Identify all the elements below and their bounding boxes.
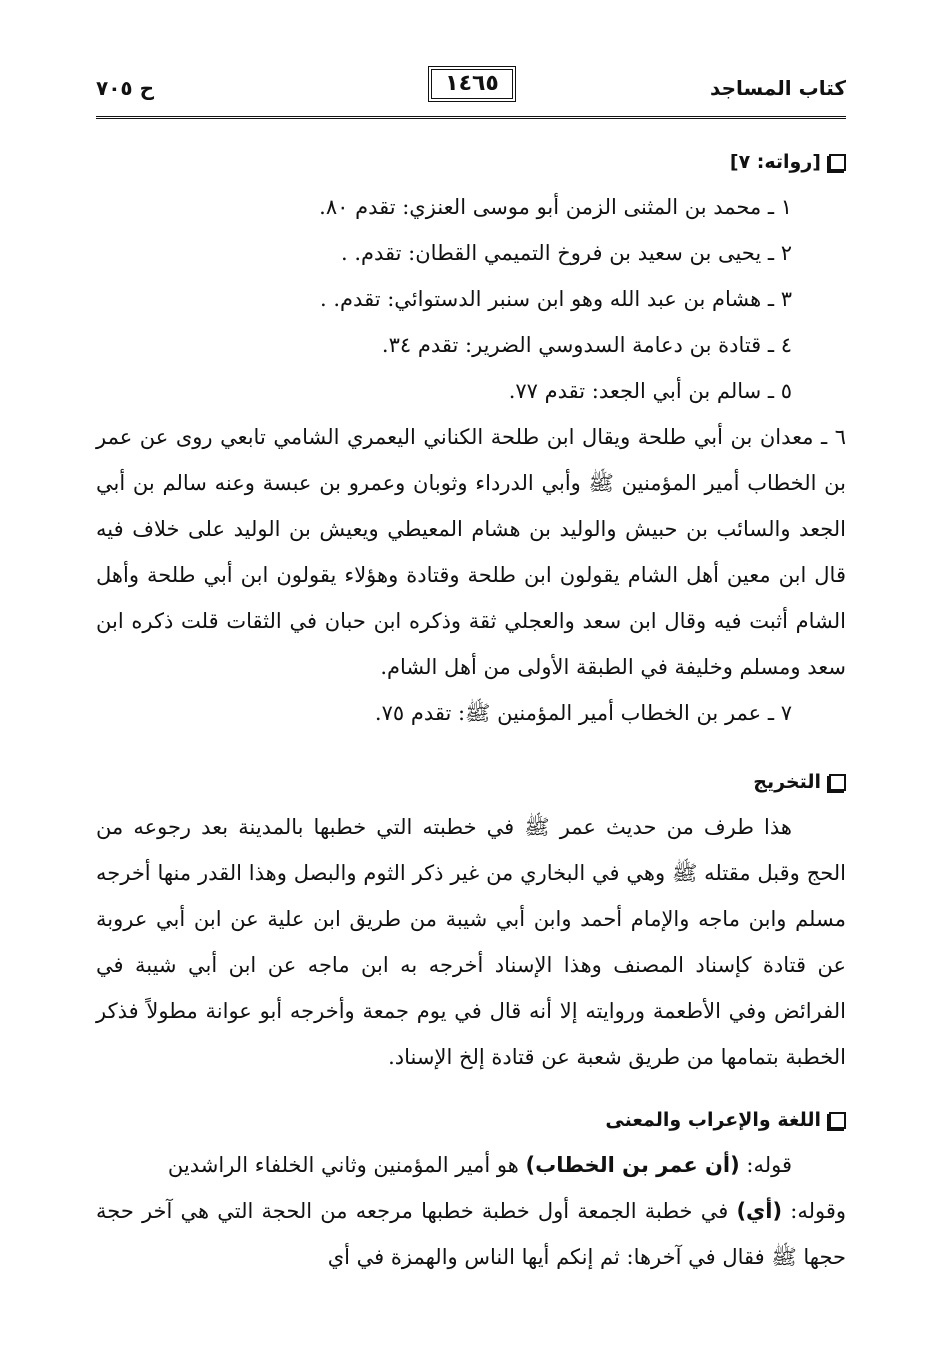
- narrator-item: ٤ ـ قتادة بن دعامة السدوسي الضرير: تقدم ٣٤.: [381, 333, 792, 357]
- takhrij-heading: [96, 760, 846, 804]
- checkbox-square-icon: [829, 774, 846, 791]
- narrator-item: ٣ ـ هشام بن عبد الله وهو ابن سنبر الدستوائي: تقدم. .: [320, 287, 792, 311]
- takhrij-paragraph: هذا طرف من حديث عمر ﷺ في خطبته التي خطبها بالمدينة بعد رجوعه من الحج وقبل مقتله ﷺ وهي في البخاري من غير ذكر الثوم والبصل وهذا القدر منها أخرجه مسلم وابن ماجه والإمام أحمد وابن أبي شيبة من طريق ابن علية عن ابن أبي عروبة عن قتادة كإسناد المصنف وهذا الإسناد أخرجه به ابن ماجه عن ابن أبي شيبة في الفرائض وفي الأطعمة وروايته إلا أنه قال في يوم جمعة وأخرجه أبو عوانة مطولاً فذكر الخطبة بتمامها من طريق شعبة عن قتادة إلخ الإسناد.: [96, 815, 846, 1069]
- narrators-title: [رواته: ٧]: [729, 151, 821, 173]
- language-line: [96, 1142, 846, 1188]
- narrator-item: ٢ ـ يحيى بن سعيد بن فروخ التميمي القطان: تقدم. .: [340, 241, 792, 265]
- page-header: [96, 62, 846, 116]
- quote-prefix: وقوله:: [782, 1199, 847, 1223]
- language-title: اللغة والإعراب والمعنى: [605, 1109, 821, 1131]
- page-content: [96, 140, 846, 1280]
- explanation-text: هو أمير المؤمنين وثاني الخلفاء الراشدين: [167, 1153, 526, 1177]
- language-line: [96, 1188, 846, 1280]
- explanation-text: في خطبة الجمعة أول خطبة خطبها مرجعه من الحجة التي هي آخر حجة حجها ﷺ فقال في آخرها: ثم إنكم أيها الناس والهمزة في أي: [96, 1199, 846, 1269]
- quote-prefix: قوله:: [739, 1153, 792, 1177]
- narrator-item-detailed: ٦ ـ معدان بن أبي طلحة ويقال ابن طلحة الكناني اليعمري الشامي تابعي روى عن عمر بن الخطاب أمير المؤمنين ﷺ وأبي الدرداء وثوبان وعمرو بن عبسة وعنه سالم بن أبي الجعد والسائب بن حبيش والوليد بن هشام المعيطي ويعيش بن الوليد على خلاف فيه قال ابن معين أهل الشام يقولون ابن طلحة وقتادة وهؤلاء يقولون ابن أبي طلحة وأهل الشام أثبت فيه وقال ابن سعد والعجلي ثقة وذكره ابن حبان في الثقات قلت ذكره ابن سعد ومسلم وخليفة في الطبقة الأولى من أهل الشام.: [96, 425, 846, 679]
- narrator-item: ١ ـ محمد بن المثنى الزمن أبو موسى العنزي: تقدم ٨٠.: [319, 195, 792, 219]
- language-heading: [96, 1098, 846, 1142]
- narrator-item: ٧ ـ عمر بن الخطاب أمير المؤمنين ﷺ: تقدم ٧٥.: [374, 701, 792, 725]
- header-divider: [96, 116, 846, 119]
- quoted-phrase: (أن عمر بن الخطاب): [525, 1153, 740, 1177]
- quoted-phrase: (أي): [736, 1199, 783, 1223]
- book-title: كتاب المساجد: [710, 76, 846, 100]
- hadith-reference: ح ٧٠٥: [96, 76, 155, 100]
- checkbox-square-icon: [829, 1112, 846, 1129]
- narrators-heading: [96, 140, 846, 184]
- checkbox-square-icon: [829, 154, 846, 171]
- narrator-item: ٥ ـ سالم بن أبي الجعد: تقدم ٧٧.: [508, 379, 792, 403]
- takhrij-title: التخريج: [753, 771, 821, 793]
- page-number: ١٤٦٥: [428, 66, 516, 102]
